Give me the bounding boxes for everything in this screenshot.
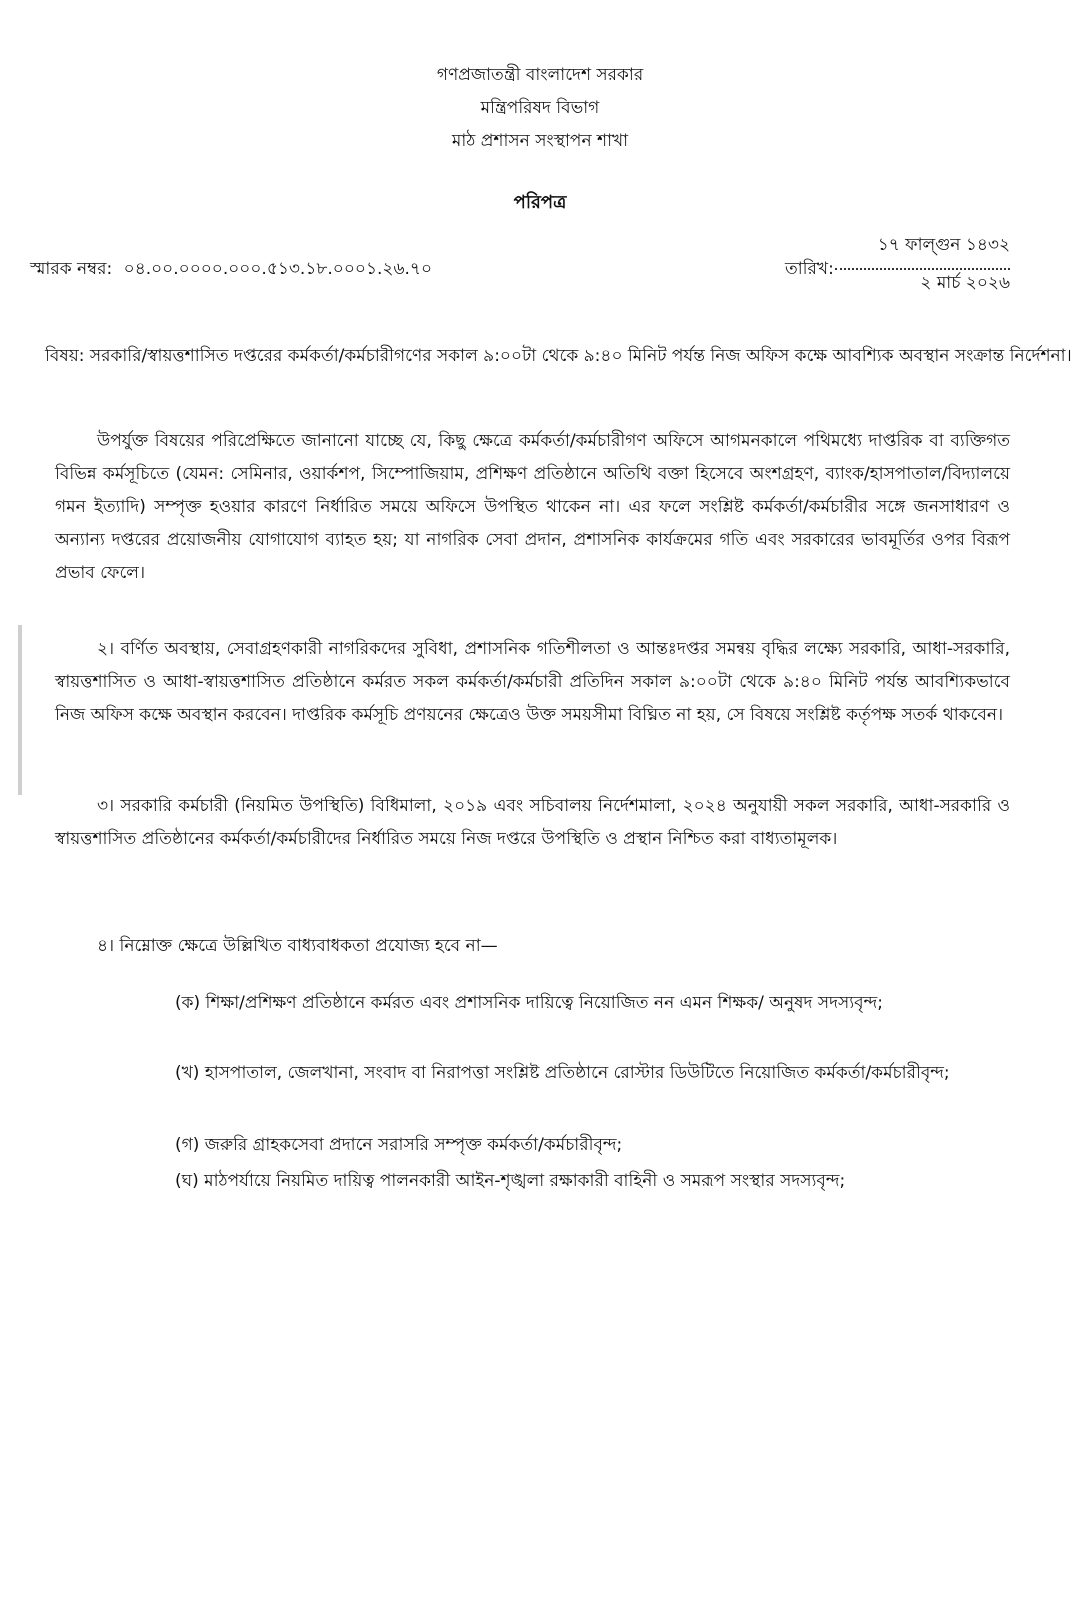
date-bangla: ১৭ ফাল্গুন ১৪৩২	[877, 235, 1010, 255]
subject-label: বিষয়:	[45, 346, 85, 366]
memo-number-line	[30, 256, 432, 284]
memo-number: ০৪.০০.০০০০.০০০.৫১৩.১৮.০০০১.২৬.৭০	[123, 259, 433, 279]
subject-text: সরকারি/স্বায়ত্তশাসিত দপ্তরের কর্মকর্তা/কর্মচারীগণের সকাল ৯:০০টা থেকে ৯:৪০ মিনিট পর্যন্ত নিজ অফিস কক্ষে আবশ্যিক অবস্থান সংক্রান্ত নির্দেশনা।	[89, 346, 1072, 366]
header-branch: মাঠ প্রশাসন সংস্থাপন শাখা	[451, 131, 629, 151]
scroll-mark	[18, 625, 22, 795]
paragraph-4: ৪। নিম্নোক্ত ক্ষেত্রে উল্লিখিত বাধ্যবাধকতা প্রযোজ্য হবে না—	[97, 936, 498, 956]
date-gregorian: ২ মার্চ ২০২৬	[920, 273, 1010, 293]
exception-item-ka: (ক) শিক্ষা/প্রশিক্ষণ প্রতিষ্ঠানে কর্মরত এবং প্রশাসনিক দায়িত্বে নিয়োজিত নন এমন শিক্ষক/ অনুষদ সদস্যবৃন্দ;	[175, 993, 884, 1013]
page-title: পরিপত্র	[513, 192, 567, 213]
paragraph-3: ৩। সরকারি কর্মচারী (নিয়মিত উপস্থিতি) বিধিমালা, ২০১৯ এবং সচিবালয় নির্দেশমালা, ২০২৪ অনুযায়ী সকল সরকারি, আধা-সরকারি ও স্বায়ত্তশাসিত প্রতিষ্ঠানের কর্মকর্তা/কর্মচারীদের নির্ধারিত সময়ে নিজ দপ্তরে উপস্থিতি ও প্রস্থান নিশ্চিত করা বাধ্যতামূলক।	[55, 796, 1010, 849]
subject	[45, 340, 1077, 373]
header-government: গণপ্রজাতন্ত্রী বাংলাদেশ সরকার	[436, 65, 644, 85]
header-division: মন্ত্রিপরিষদ বিভাগ	[480, 98, 600, 118]
exception-item-gha: (ঘ) মাঠপর্যায়ে নিয়মিত দায়িত্ব পালনকারী আইন-শৃঙ্খলা রক্ষাকারী বাহিনী ও সমরূপ সংস্থার সদস্যবৃন্দ;	[175, 1171, 846, 1191]
date-label: তারিখ:	[785, 259, 834, 279]
exception-item-kha: (খ) হাসপাতাল, জেলখানা, সংবাদ বা নিরাপত্তা সংশ্লিষ্ট প্রতিষ্ঠানে রোস্টার ডিউটিতে নিয়োজিত কর্মকর্তা/কর্মচারীবৃন্দ;	[175, 1063, 950, 1083]
exception-item-ga: (গ) জরুরি গ্রাহকসেবা প্রদানে সরাসরি সম্পৃক্ত কর্মকর্তা/কর্মচারীবৃন্দ;	[175, 1135, 623, 1155]
memo-label: স্মারক নম্বর:	[30, 259, 113, 279]
paragraph-1: উপর্যুক্ত বিষয়ের পরিপ্রেক্ষিতে জানানো যাচ্ছে যে, কিছু ক্ষেত্রে কর্মকর্তা/কর্মচারীগণ অফিসে আগমনকালে পথিমধ্যে দাপ্তরিক বা ব্যক্তিগত বিভিন্ন কর্মসূচিতে (যেমন: সেমিনার, ওয়ার্কশপ, সিম্পোজিয়াম, প্রশিক্ষণ প্রতিষ্ঠানে অতিথি বক্তা হিসেবে অংশগ্রহণ, ব্যাংক/হাসপাতাল/বিদ্যালয়ে গমন ইত্যাদি) সম্পৃক্ত হওয়ার কারণে নির্ধারিত সময়ে অফিসে উপস্থিত থাকেন না। এর ফলে সংশ্লিষ্ট কর্মকর্তা/কর্মচারীর সঙ্গে জনসাধারণ ও অন্যান্য দপ্তরের প্রয়োজনীয় যোগাযোগ ব্যাহত হয়; যা নাগরিক সেবা প্রদান, প্রশাসনিক কার্যক্রমের গতি এবং সরকারের ভাবমূর্তির ওপর বিরূপ প্রভাব ফেলে।	[55, 431, 1010, 583]
paragraph-2: ২। বর্ণিত অবস্থায়, সেবাগ্রহণকারী নাগরিকদের সুবিধা, প্রশাসনিক গতিশীলতা ও আন্তঃদপ্তর সমন্বয় বৃদ্ধির লক্ষ্যে সরকারি, আধা-সরকারি, স্বায়ত্তশাসিত ও আধা-স্বায়ত্তশাসিত প্রতিষ্ঠানে কর্মরত সকল কর্মকর্তা/কর্মচারী প্রতিদিন সকাল ৯:০০টা থেকে ৯:৪০ মিনিট পর্যন্ত আবশ্যিকভাবে নিজ অফিস কক্ষে অবস্থান করবেন। দাপ্তরিক কর্মসূচি প্রণয়নের ক্ষেত্রেও উক্ত সময়সীমা বিঘ্নিত না হয়, সে বিষয়ে সংশ্লিষ্ট কর্তৃপক্ষ সতর্ক থাকবেন।	[55, 639, 1010, 725]
